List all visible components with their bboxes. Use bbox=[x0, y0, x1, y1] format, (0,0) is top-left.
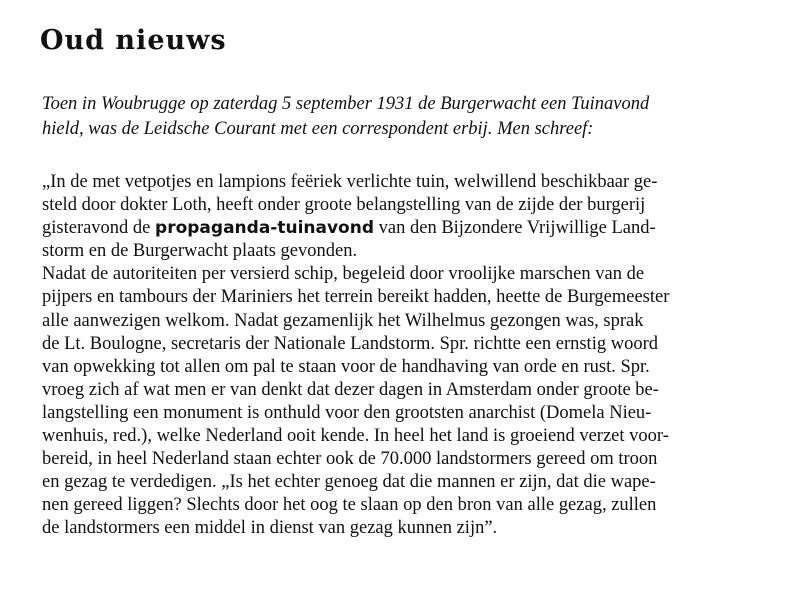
intro-line: Toen in Woubrugge op zaterdag 5 september 1931 de Burgerwacht een Tuinavond bbox=[42, 94, 650, 114]
body-line-start: gisteravond de bbox=[42, 218, 156, 239]
body-line: steld door dokter Loth, heeft onder groote belangstelling van de zijde der burgerij bbox=[42, 195, 646, 216]
body-line: en gezag te verdedigen. „Is het echter genoeg dat die mannen er zijn, dat die wape- bbox=[42, 472, 656, 493]
intro-line: hield, was de Leidsche Courant met een correspondent erbij. Men schreef: bbox=[42, 119, 594, 139]
bold-term: propaganda-tuinavond bbox=[155, 218, 375, 239]
body-line: alle aanwezigen welkom. Nadat gezamenlijk het Wilhelmus gezongen was, sprak bbox=[42, 310, 644, 331]
article-title: Oud nieuws bbox=[40, 25, 227, 56]
body-line-with-bold bbox=[42, 217, 780, 240]
body-line: de Lt. Boulogne, secretaris der Nationale Landstorm. Spr. richtte een ernstig woord bbox=[42, 333, 658, 354]
article-intro bbox=[42, 92, 782, 142]
body-line: storm en de Burgerwacht plaats gevonden. bbox=[42, 241, 358, 262]
body-line: vroeg zich af wat men er van denkt dat dezer dagen in Amsterdam onder groote be- bbox=[42, 379, 659, 400]
body-line: bereid, in heel Nederland staan echter ook de 70.000 landstormers gereed om troon bbox=[42, 449, 658, 470]
body-line: van opwekking tot allen om pal te staan voor de handhaving van orde en rust. Spr. bbox=[42, 356, 650, 377]
body-line: nen gereed liggen? Slechts door het oog te slaan op den bron van alle gezag, zullen bbox=[42, 495, 657, 516]
body-line: „In de met vetpotjes en lampions feëriek verlichte tuin, welwillend beschikbaar ge- bbox=[42, 172, 658, 192]
body-line: Nadat de autoriteiten per versierd schip, begeleid door vroolijke marschen van de bbox=[42, 264, 645, 285]
body-line: wenhuis, red.), welke Nederland ooit kende. In heel het land is groeiend verzet voor- bbox=[42, 426, 669, 447]
body-line-end: van den Bijzondere Vrijwillige Land- bbox=[374, 218, 656, 239]
article-body bbox=[42, 171, 780, 541]
body-line: pijpers en tambours der Mariniers het terrein bereikt hadden, heette de Burgemeester bbox=[42, 287, 670, 308]
body-line: langstelling een monument is onthuld voor den grootsten anarchist (Domela Nieu- bbox=[42, 402, 652, 423]
body-line: de landstormers een middel in dienst van gezag kunnen zijn”. bbox=[42, 518, 498, 539]
